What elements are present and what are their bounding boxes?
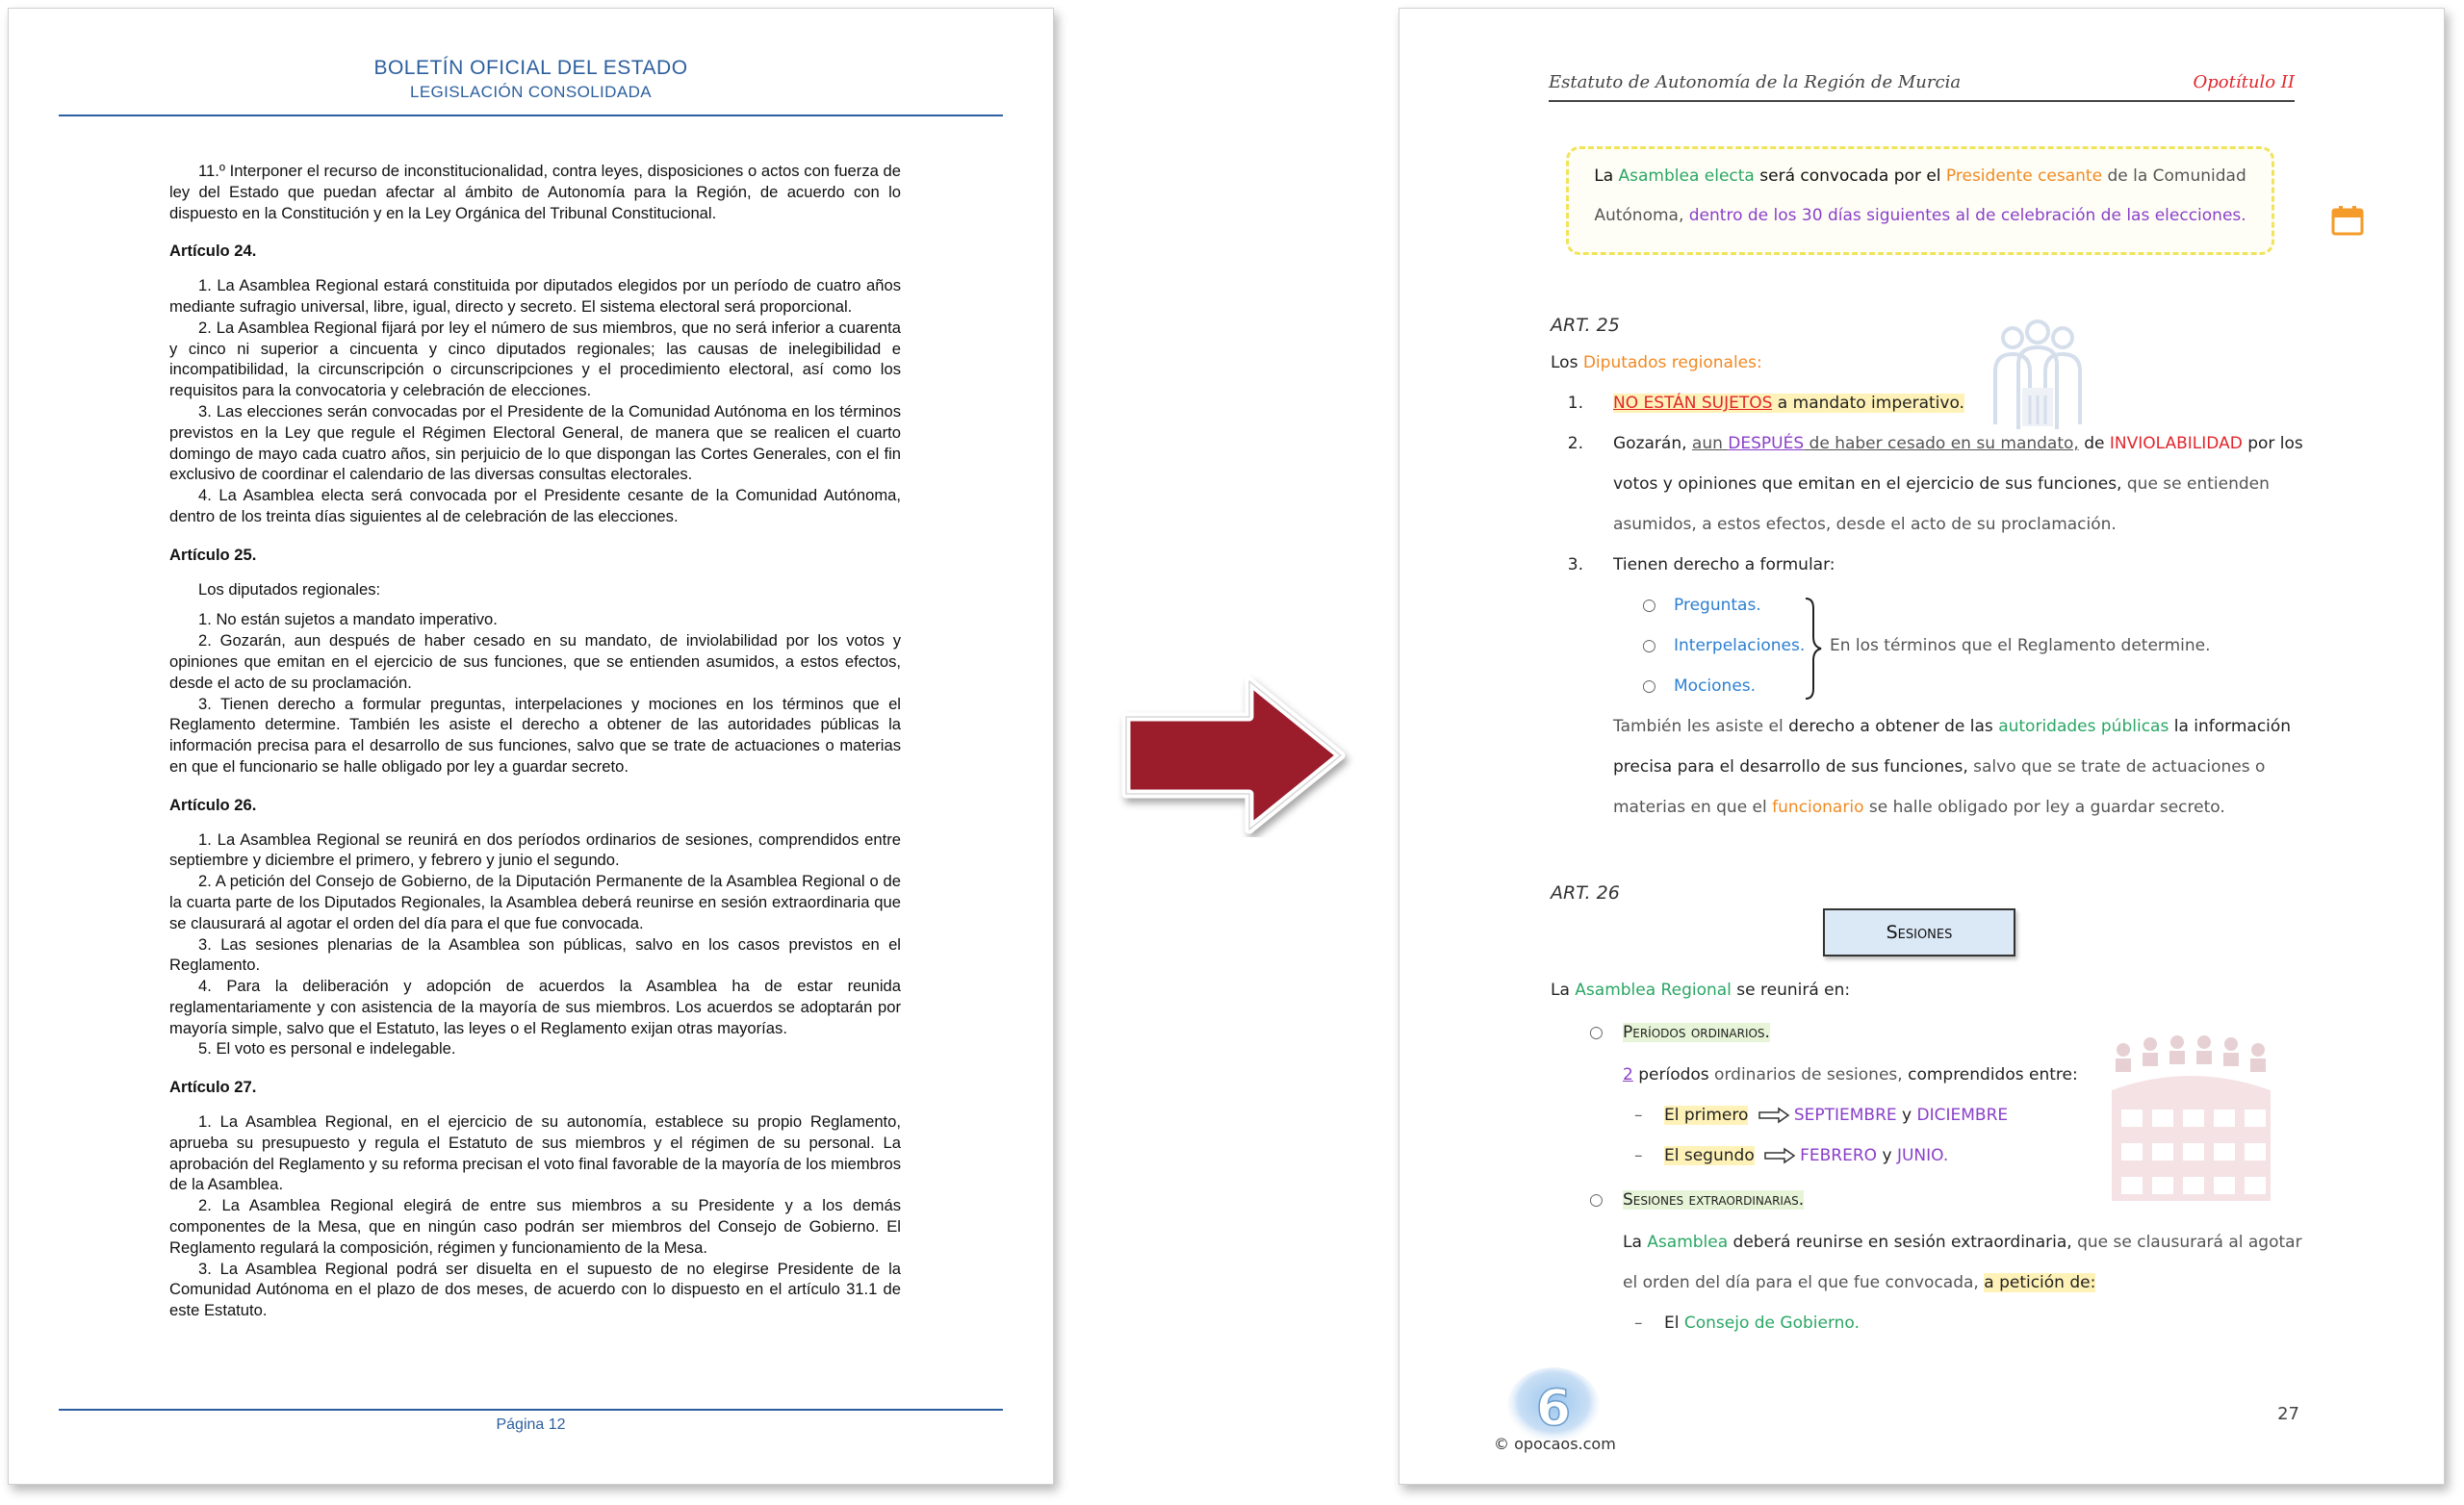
article-paragraph: 3. Las sesiones plenarias de la Asamblea son públicas, salvo en los casos previstos en el Reglamento.	[169, 934, 901, 975]
right-arrow-icon	[1115, 674, 1355, 837]
art26-tag: ART. 26	[1551, 882, 1620, 904]
boe-page-number: Página 12	[496, 1416, 566, 1433]
item-number: 1.	[1567, 394, 1583, 413]
notes-header-section: Opotítulo II	[2193, 72, 2295, 92]
bullet-dash: –	[1634, 1314, 1643, 1333]
article-paragraph: 5. El voto es personal e indelegable.	[198, 1039, 456, 1059]
art25-item-2-line-2	[1613, 474, 2270, 494]
arrow-right-icon	[1763, 1147, 1796, 1164]
text: También les asiste el	[1613, 717, 1789, 736]
callout-term-plazo: dentro de los 30 días siguientes al de celebración de las elecciones.	[1688, 206, 2246, 225]
term-consejo-gobierno: Consejo de Gobierno.	[1683, 1314, 1860, 1333]
first-period	[1664, 1106, 2008, 1125]
item-interpelaciones: Interpelaciones.	[1674, 636, 1806, 655]
text: Gozarán,	[1613, 434, 1692, 453]
bullet-circle: ○	[1642, 676, 1656, 696]
callout-text: La	[1594, 166, 1619, 186]
item-number: 2.	[1567, 434, 1583, 453]
callout-line-1	[1569, 157, 2272, 196]
text: aun	[1691, 434, 1729, 453]
article-paragraph: 3. La Asamblea Regional podrá ser disuelta en el supuesto de no elegirse Presidente de la Comunidad Autónoma en el plazo de dos meses, de acuerdo con lo dispuesto en el artículo 31.1 de este Estatuto.	[169, 1259, 901, 1320]
notes-header	[1549, 72, 2295, 99]
text: ordinarios de sesiones,	[1708, 1065, 1909, 1084]
brace-note: En los términos que el Reglamento determine.	[1830, 636, 2211, 655]
article-heading: Artículo 24.	[169, 242, 257, 261]
text: a mandato imperativo.	[1772, 394, 1964, 413]
bullet-circle: ○	[1642, 636, 1656, 655]
boe-footer-rule	[59, 1409, 1003, 1411]
article-intro: Los diputados regionales:	[198, 579, 381, 599]
term-inviolabilidad: INVIOLABILIDAD	[2109, 434, 2243, 453]
term-segundo: El segundo	[1664, 1146, 1755, 1165]
text: se reunirá en:	[1731, 981, 1851, 1000]
art25-item-3: Tienen derecho a formular:	[1613, 555, 1835, 574]
text: votos y opiniones que emitan en el ejercicio de sus funciones,	[1613, 474, 2122, 494]
text: La	[1551, 981, 1576, 1000]
text: comprendidos entre:	[1908, 1065, 2078, 1084]
callout-term-asamblea: Asamblea electa	[1618, 166, 1755, 186]
article-paragraph: 1. La Asamblea Regional, en el ejercicio de su autonomía, establece su propio Reglamento, aprueba su presupuesto y regula el Estatuto de sus miembros y el régimen de su personal. La aprobación del Reglamento y su reforma precisan el voto final favorable de la mayoría de los miembros de la Asamblea.	[169, 1112, 902, 1194]
art25-item-2-line-3: asumidos, a estos efectos, desde el acto de su proclamación.	[1613, 515, 2117, 534]
art25-intro	[1551, 353, 1762, 372]
text: salvo que se trate de actuaciones o	[1967, 757, 2266, 777]
article-paragraph: 4. Para la deliberación y adopción de acuerdos la Asamblea ha de estar reunida reglamentariamente y con asistencia de la mayoría de sus miembros. Los acuerdos se adoptarán por mayoría simple, salvo que el Estatuto, las leyes o el Reglamento exijan otras mayorías.	[169, 977, 901, 1037]
term-funcionario: funcionario	[1772, 798, 1864, 817]
boe-page	[8, 8, 1054, 1485]
notes-header-title: Estatuto de Autonomía de la Región de Murcia	[1549, 72, 1962, 92]
item-mociones: Mociones.	[1674, 676, 1757, 696]
art25-item-2-line-1	[1613, 434, 2303, 453]
text: que se entienden	[2121, 474, 2270, 494]
sesiones-box: Sesiones	[1823, 908, 2015, 957]
article-heading: Artículo 26.	[169, 795, 257, 814]
deputies-icon	[1984, 319, 2092, 434]
article-paragraph: 3. Tienen derecho a formular preguntas, interpelaciones y mociones en los términos que el Reglamento determine. También les asiste el derecho a obtener de las autoridades públicas la información precisa para el desarrollo de sus funciones, salvo que se trate de actuaciones o materias en que el funcionario se halle obligado por ley a guardar secreto.	[169, 694, 901, 776]
text: se halle obligado por ley a guardar secreto.	[1863, 798, 2225, 817]
term-asamblea-regional: Asamblea Regional	[1575, 981, 1732, 1000]
text: La	[1623, 1233, 1648, 1252]
peticion-item	[1664, 1314, 1860, 1333]
article-paragraph: 2. A petición del Consejo de Gobierno, de la Diputación Permanente de la Asamblea Regional o de la cuarta parte de los Diputados Regionales, la Asamblea deberá reunirse en sesión extraordinaria que se clausurará al agotar el orden del día para el que fue convocada.	[169, 872, 901, 932]
art25-item-1	[1613, 394, 1964, 413]
article-heading: Artículo 27.	[169, 1078, 257, 1097]
bullet-circle: ○	[1642, 596, 1656, 615]
extraordinarias-title: Sesiones extraordinarias.	[1623, 1190, 1805, 1210]
boe-header	[59, 57, 1003, 102]
item-preguntas: Preguntas.	[1674, 596, 1761, 615]
parliament-icon	[2102, 1033, 2280, 1206]
extraordinarias-line-2	[1623, 1273, 2095, 1292]
arrow-right-icon	[1758, 1107, 1790, 1124]
article-heading: Artículo 25.	[169, 545, 257, 564]
term-despues: DESPUÉS	[1728, 434, 1805, 453]
text: El	[1664, 1314, 1684, 1333]
term-asamblea: Asamblea	[1647, 1233, 1729, 1252]
bullet-dash: –	[1634, 1146, 1643, 1165]
notes-header-rule	[1549, 100, 2295, 102]
term-junio: JUNIO.	[1896, 1146, 1949, 1165]
callout-line-2	[1569, 196, 2272, 236]
text: y	[1896, 1106, 1917, 1125]
term-primero: El primero	[1664, 1106, 1749, 1125]
calendar-icon	[2331, 205, 2364, 236]
term-dos: 2	[1623, 1065, 1633, 1084]
boe-header-rule	[59, 115, 1003, 116]
boe-title: BOLETÍN OFICIAL DEL ESTADO	[373, 57, 688, 79]
art25-para-line-1	[1613, 717, 2291, 736]
term-peticion: a petición de:	[1984, 1273, 2096, 1292]
text: deberá reunirse en sesión extraordinaria,	[1728, 1233, 2072, 1252]
second-period	[1664, 1146, 1948, 1165]
study-notes-page	[1399, 8, 2445, 1485]
article-paragraph: 2. Gozarán, aun después de haber cesado en su mandato, de inviolabilidad por los votos y opiniones que emitan en el ejercicio de sus funciones, que se entienden asumidos, a estos efectos, desde el acto de su proclamación.	[169, 631, 901, 692]
text: por los	[2242, 434, 2303, 453]
text: de haber cesado en su mandato,	[1804, 434, 2079, 453]
callout-text: Autónoma,	[1594, 206, 1689, 225]
text: y	[1877, 1146, 1897, 1165]
bullet-dash: –	[1634, 1106, 1643, 1125]
boe-subtitle: LEGISLACIÓN CONSOLIDADA	[409, 83, 653, 101]
bullet-circle: ○	[1589, 1023, 1604, 1042]
art25-tag: ART. 25	[1551, 315, 1620, 336]
article-paragraph: 2. La Asamblea Regional elegirá de entre sus miembros a su Presidente y a los demás componentes de la Mesa, que en ningún caso podrán ser miembros del Consejo de Gobierno. El Reglamento regulará la composición, régimen y funcionamiento de la Mesa.	[169, 1196, 901, 1257]
notes-page-number: 27	[2277, 1404, 2299, 1424]
article-paragraph: 2. La Asamblea Regional fijará por ley el número de sus miembros, que no será inferior a cuarenta y cinco ni superior a cincuenta y cinco diputados regionales; las causas de inelegibilidad e incompatibilidad, la circunscripción o circunscripciones y el procedimiento electoral, así como los requisitos para la convocatoria y celebración de elecciones.	[169, 318, 901, 400]
boe-body	[169, 161, 901, 1321]
callout-text: de la Comunidad	[2102, 166, 2246, 186]
art25-tag-wrap	[1551, 315, 1620, 336]
bullet-circle: ○	[1589, 1190, 1604, 1210]
art25-para-line-2	[1613, 757, 2265, 777]
text: Los	[1551, 353, 1583, 372]
term-diciembre: DICIEMBRE	[1916, 1106, 2009, 1125]
extraordinarias-line-1	[1623, 1233, 2302, 1252]
art25-para-line-3	[1613, 798, 2225, 817]
logo-text: © opocaos.com	[1494, 1435, 1616, 1453]
text: de	[2078, 434, 2110, 453]
callout-text: será convocada por el	[1754, 166, 1946, 186]
text: el orden del día para el que fue convocada,	[1623, 1273, 1985, 1292]
item-number: 3.	[1567, 555, 1583, 574]
text: derecho a obtener de las	[1788, 717, 1999, 736]
text: materias en que el	[1613, 798, 1773, 817]
term-septiembre: SEPTIEMBRE	[1793, 1106, 1897, 1125]
text: precisa para el desarrollo de sus funciones,	[1613, 757, 1968, 777]
article-paragraph: 11.º Interponer el recurso de inconstitucionalidad, contra leyes, disposiciones o actos con fuerza de ley del Estado que puedan afectar al ámbito de Autonomía para la Región, de acuerdo con lo dispuesto en la Constitución y en la Ley Orgánica del Tribunal Constitucional.	[169, 162, 901, 222]
art26-tag-wrap	[1551, 882, 1620, 904]
term-febrero: FEBRERO	[1800, 1146, 1878, 1165]
text: que se clausurará al agotar	[2071, 1233, 2302, 1252]
article-paragraph: 4. La Asamblea electa será convocada por el Presidente cesante de la Comunidad Autónoma, dentro de los treinta días siguientes al de celebración de las elecciones.	[169, 486, 901, 525]
callout-box	[1566, 146, 2274, 255]
text: períodos	[1632, 1065, 1709, 1084]
ordinarios-title: Períodos ordinarios.	[1623, 1023, 1770, 1042]
article-paragraph: 1. No están sujetos a mandato imperativo.	[198, 610, 498, 629]
article-paragraph: 1. La Asamblea Regional estará constituida por diputados elegidos por un período de cuatro años mediante sufragio universal, libre, igual, directo y secreto. El sistema electoral será proporcional.	[169, 276, 901, 316]
callout-term-presidente: Presidente cesante	[1945, 166, 2103, 186]
article-paragraph: 3. Las elecciones serán convocadas por el Presidente de la Comunidad Autónoma en los términos previstos en la Ley que regule el Régimen Electoral General, de manera que se realicen el cuarto domingo de mayo cada cuatro años, sin perjuicio de lo que dispongan las Cortes Generales, con el fin exclusivo de coordinar el calendario de las diversas consultas electorales.	[169, 401, 901, 484]
term-no-sujetos: NO ESTÁN SUJETOS	[1613, 394, 1773, 413]
art26-intro	[1551, 981, 1850, 1000]
brace-icon	[1803, 596, 1824, 701]
term-diputados: Diputados regionales:	[1582, 353, 1762, 372]
logo-number: 6	[1535, 1380, 1572, 1438]
term-autoridades: autoridades públicas	[1998, 717, 2169, 736]
text: la información	[2169, 717, 2292, 736]
ordinarios-line	[1623, 1065, 2078, 1084]
article-paragraph: 1. La Asamblea Regional se reunirá en dos períodos ordinarios de sesiones, comprendidos entre septiembre y diciembre el primero, y febrero y junio el segundo.	[169, 829, 901, 870]
